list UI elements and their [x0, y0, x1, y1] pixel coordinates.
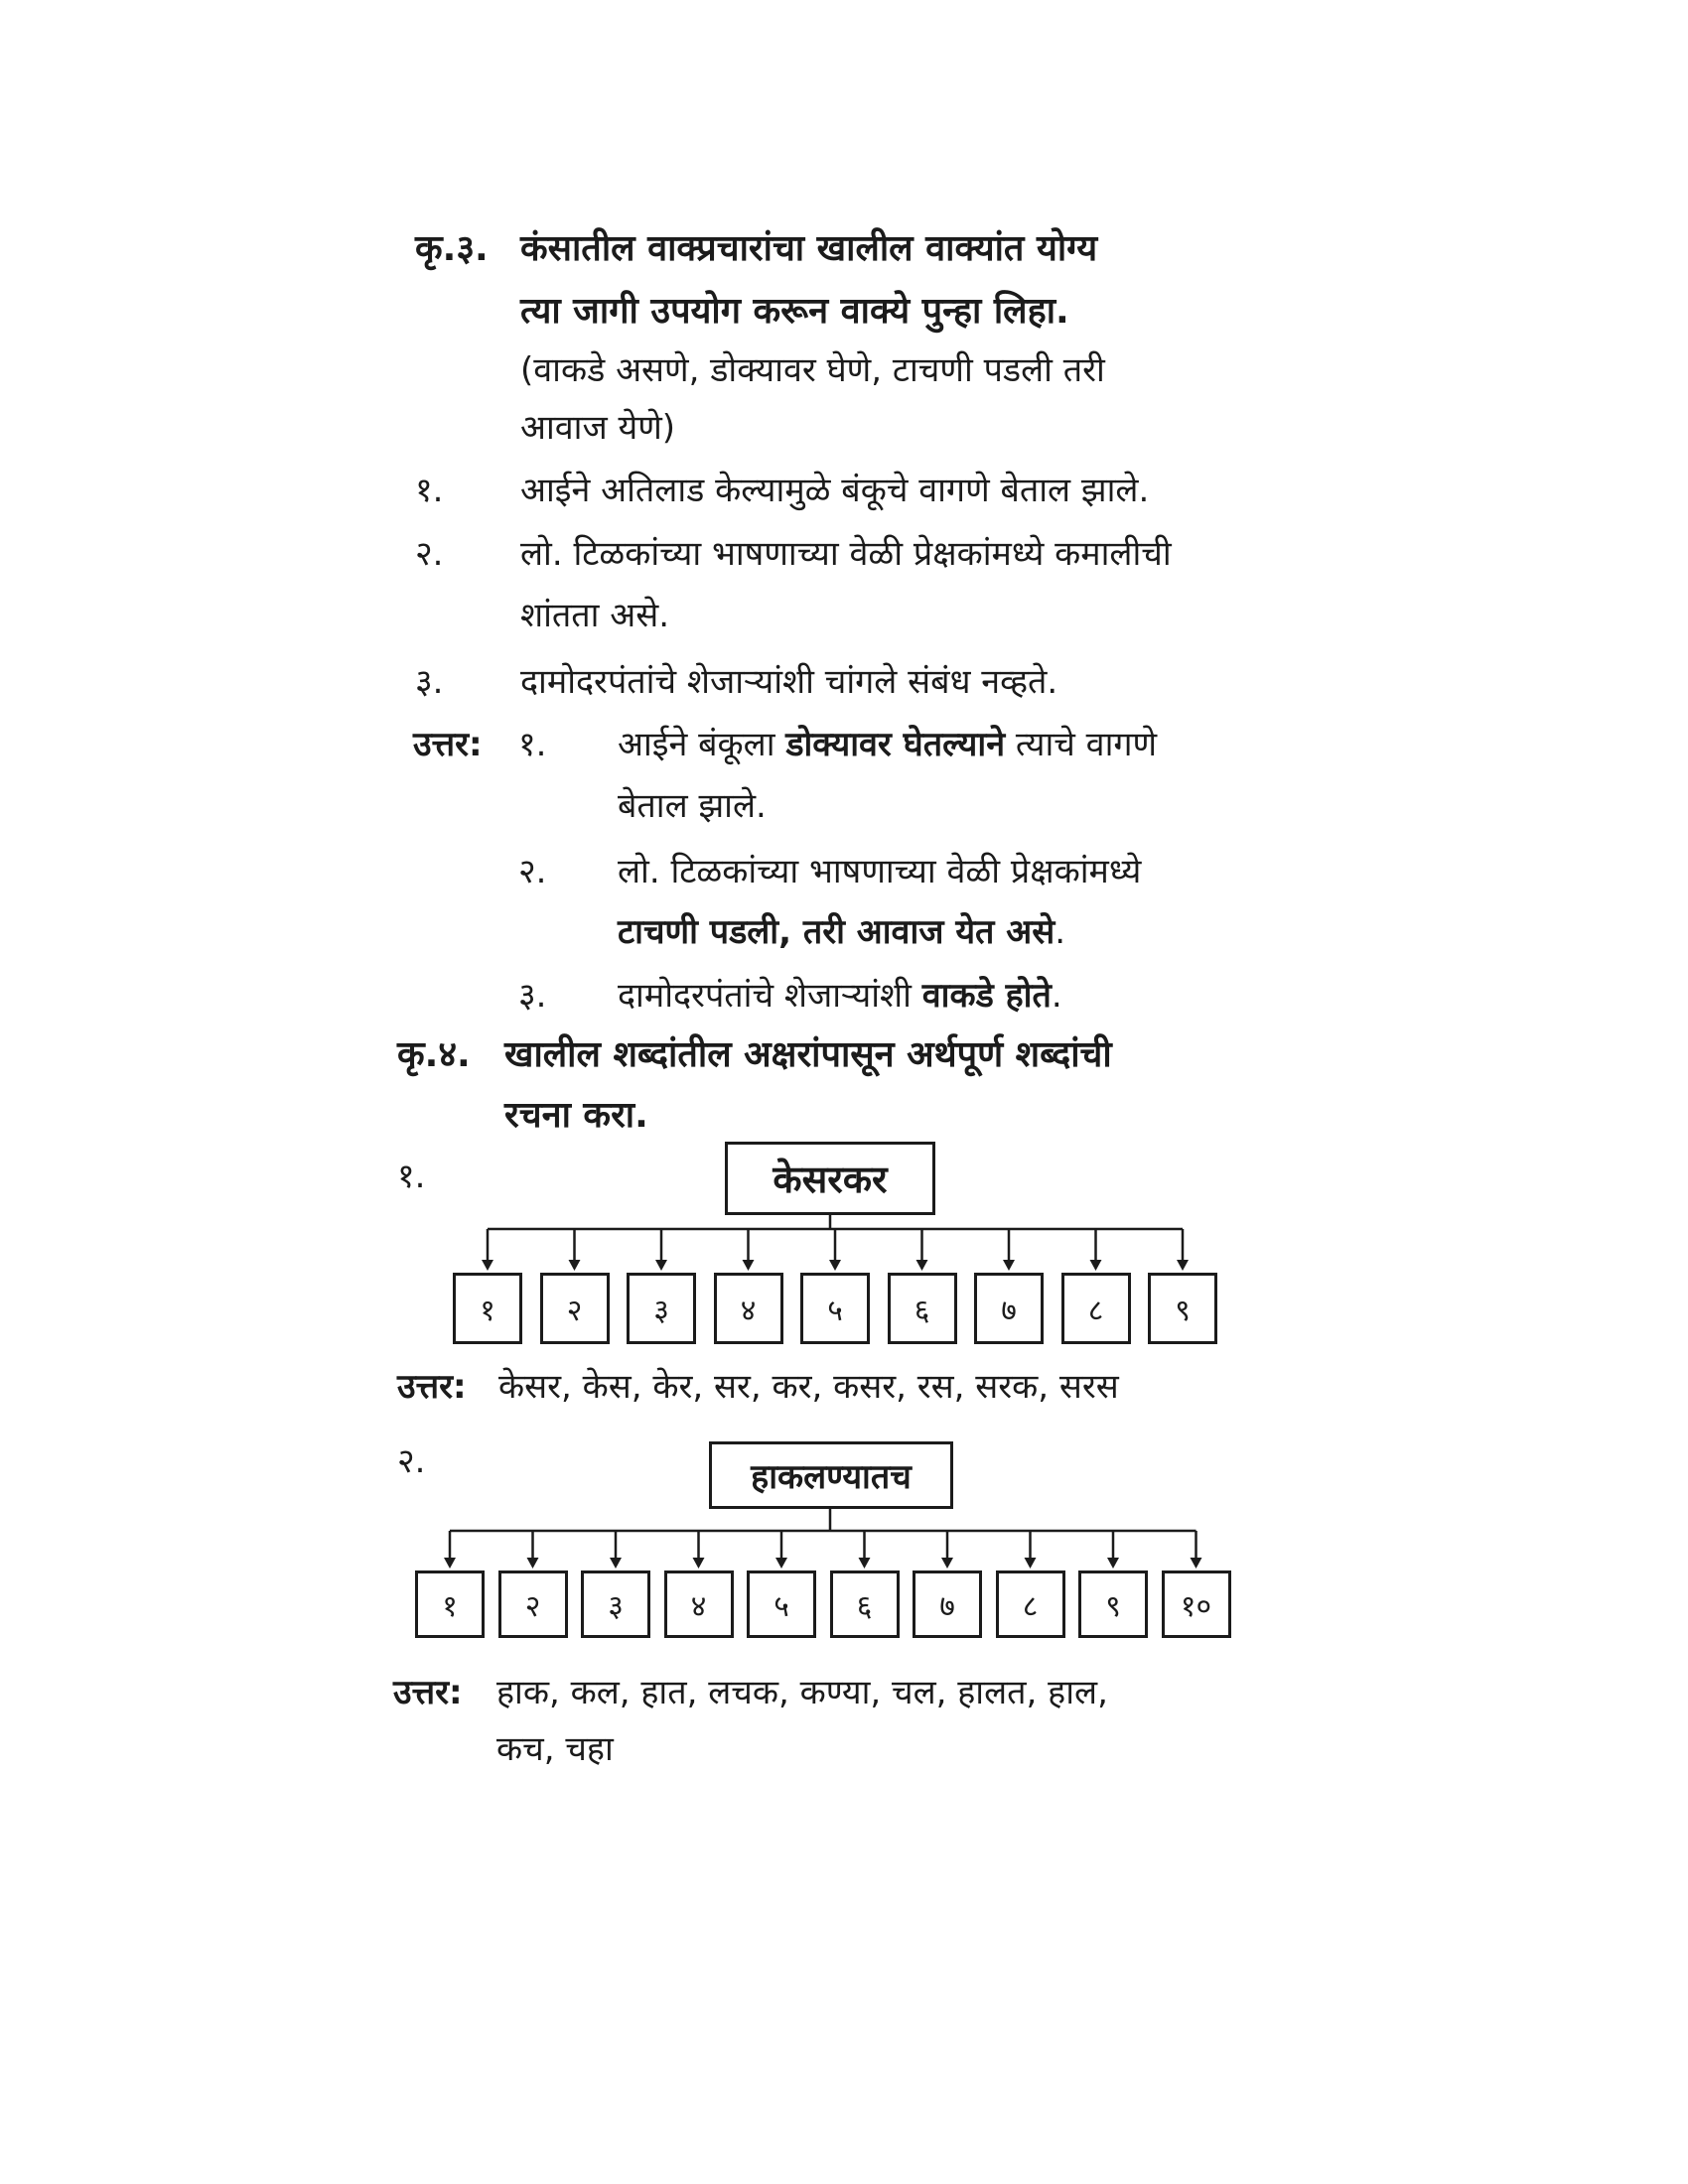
letter-box-number: ९: [1105, 1588, 1121, 1624]
letter-box-number: ३: [653, 1293, 669, 1328]
q4-part-2-answer-line2: कच, चहा: [496, 1729, 614, 1769]
q3-label: कृ.३.: [415, 228, 489, 269]
letter-box: [996, 1570, 1065, 1638]
letter-box-number: ९: [1175, 1293, 1191, 1328]
q4-part-1-root-word: केसरकर: [773, 1158, 888, 1201]
letter-box: [1162, 1570, 1231, 1638]
letter-box-number: ५: [774, 1588, 789, 1624]
letter-box-number: ७: [939, 1588, 955, 1624]
q4-part-1-number: १.: [397, 1157, 426, 1196]
letter-box: [664, 1570, 734, 1638]
arrow-head-icon: [1191, 1558, 1202, 1569]
q4-instruction-line1: खालील शब्दांतील अक्षरांपासून अर्थपूर्ण शब्दांची: [504, 1034, 1112, 1075]
q3-answer-3-number: ३.: [518, 976, 547, 1016]
letter-box: [747, 1570, 816, 1638]
arrow-head-icon: [1025, 1558, 1037, 1569]
q3-options-line2: आवाज येणे): [520, 408, 676, 448]
letter-box-number: १०: [1180, 1588, 1212, 1624]
letter-box-number: ४: [690, 1588, 707, 1624]
q3-answer-2-end: .: [1055, 912, 1066, 952]
q4-part-1-answer-label: उत्तर:: [397, 1367, 467, 1407]
q4-instruction-line2: रचना करा.: [504, 1095, 648, 1136]
arrow-head-icon: [1107, 1558, 1119, 1569]
q3-item-1-text: आईने अतिलाड केल्यामुळे बंकूचे वागणे बेताल झाले.: [520, 471, 1150, 510]
q4-part-2-answer-line1: हाक, कल, हात, लचक, कण्या, चल, हालत, हाल,: [496, 1673, 1108, 1712]
arrow-head-icon: [693, 1558, 705, 1569]
letter-box-number: ६: [914, 1293, 930, 1328]
letter-box-number: ३: [608, 1588, 624, 1624]
q3-item-2-text-line1: लो. टिळकांच्या भाषणाच्या वेळी प्रेक्षकांमध्ये कमालीची: [520, 534, 1172, 574]
letter-box-number: ७: [1001, 1293, 1017, 1328]
q4-label: कृ.४.: [397, 1034, 471, 1075]
q4-part-2-answer-label: उत्तर:: [393, 1673, 463, 1712]
q4-part-1-answer-words: केसर, केस, केर, सर, कर, कसर, रस, सरक, सरस: [498, 1367, 1119, 1407]
letter-box-number: २: [524, 1588, 541, 1624]
q3-item-1-number: १.: [415, 471, 444, 510]
q3-answer-2-line1: लो. टिळकांच्या भाषणाच्या वेळी प्रेक्षकांमध्ये: [618, 852, 1142, 891]
q3-answer-1-part-a: आईने बंकूला: [618, 725, 786, 764]
arrow-head-icon: [941, 1558, 953, 1569]
q4-part-2-root-word: हाकलण्यातच: [751, 1457, 912, 1497]
letter-box-number: ८: [1022, 1588, 1039, 1624]
letter-box: [415, 1570, 485, 1638]
q3-answer-3-part-c: .: [1051, 976, 1062, 1016]
arrow-head-icon: [444, 1558, 456, 1569]
q3-instruction-line2: त्या जागी उपयोग करून वाक्ये पुन्हा लिहा.: [520, 291, 1069, 332]
q3-answer-2-number: २.: [518, 852, 547, 891]
letter-box-number: ८: [1087, 1293, 1104, 1328]
arrow-head-icon: [610, 1558, 622, 1569]
q3-answer-label: उत्तर:: [413, 725, 483, 764]
q3-item-3-number: ३.: [415, 662, 444, 702]
q3-answer-1-part-c: त्याचे वागणे: [1005, 725, 1158, 764]
letter-box: [498, 1570, 568, 1638]
letter-box-number: ५: [827, 1293, 843, 1328]
q3-item-2-number: २.: [415, 534, 444, 574]
letter-box: [913, 1570, 982, 1638]
q3-answer-1-line2: बेताल झाले.: [618, 786, 767, 826]
q4-part-2-number: २.: [397, 1441, 426, 1481]
arrow-head-icon: [775, 1558, 787, 1569]
q3-item-2-text-line2: शांतता असे.: [520, 596, 670, 635]
arrow-head-icon: [859, 1558, 871, 1569]
q3-instruction-line1: कंसातील वाक्प्रचारांचा खालील वाक्यांत योग्य: [520, 228, 1098, 269]
letter-box-number: १: [442, 1588, 458, 1624]
q3-options-line1: (वाकडे असणे, डोक्यावर घेणे, टाचणी पडली तरी: [520, 350, 1105, 390]
letter-box: [830, 1570, 900, 1638]
q3-item-3-text: दामोदरपंतांचे शेजाऱ्यांशी चांगले संबंध नव्हते.: [520, 662, 1058, 702]
arrow-head-icon: [527, 1558, 539, 1569]
q3-answer-2-idiom: टाचणी पडली, तरी आवाज येत असे: [618, 912, 1055, 952]
q3-answer-3-part-a: दामोदरपंतांचे शेजाऱ्यांशी: [618, 976, 922, 1016]
letter-box-number: १: [480, 1293, 495, 1328]
letter-box-number: ४: [740, 1293, 757, 1328]
q3-answer-1-idiom: डोक्यावर घेतल्याने: [785, 725, 1006, 764]
q3-answer-3-idiom: वाकडे होते: [921, 976, 1052, 1016]
letter-box: [581, 1570, 650, 1638]
q3-answer-1-number: १.: [518, 725, 547, 764]
letter-box-number: २: [566, 1293, 583, 1328]
letter-box-number: ६: [856, 1588, 873, 1624]
letter-box: [1078, 1570, 1148, 1638]
